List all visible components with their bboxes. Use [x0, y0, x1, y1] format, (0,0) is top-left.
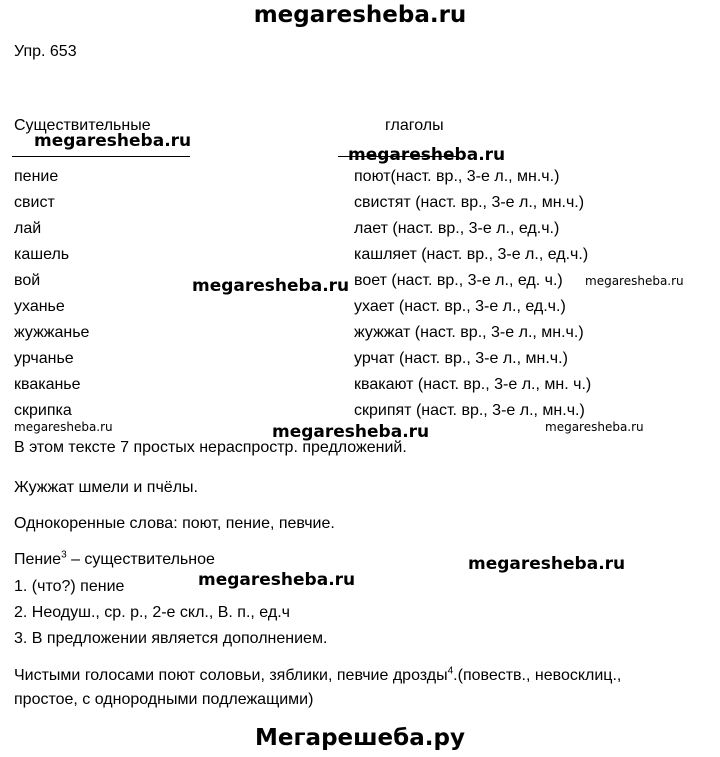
- list-item: жужжанье: [14, 324, 90, 341]
- buzz-sentence: Жужжат шмели и пчёлы.: [14, 479, 198, 496]
- analysis-step-3: 3. В предложении является дополнением.: [14, 630, 328, 647]
- exercise-title: Упр. 653: [14, 43, 77, 60]
- list-item: воет (наст. вр., 3-е л., ед. ч.): [354, 272, 563, 289]
- analysis-word: Пение: [14, 551, 62, 568]
- final-sentence: Чистыми голосами поют соловьи, зяблики, певчие дрозды: [14, 667, 448, 684]
- noun-list: [14, 167, 89, 427]
- final-sentence-line-1: [14, 666, 621, 686]
- list-item: кашляет (наст. вр., 3-е л., ед.ч.): [354, 246, 589, 263]
- analysis-step-1: 1. (что?) пение: [14, 578, 125, 595]
- analysis-step-2: 2. Неодуш., ср. р., 2-е скл., В. п., ед.ч: [14, 604, 290, 621]
- simple-sentences-note: В этом тексте 7 простых нераспростр. предложений.: [14, 439, 407, 456]
- list-item: скрипят (наст. вр., 3-е л., мн.ч.): [354, 402, 585, 419]
- list-item: урчат (наст. вр., 3-е л., мн.ч.): [354, 350, 568, 367]
- list-item: свист: [14, 194, 55, 211]
- list-item: уханье: [14, 298, 65, 315]
- watermark-small: megaresheba.ru: [585, 274, 684, 288]
- list-item: кваканье: [14, 376, 81, 393]
- list-item: пение: [14, 168, 59, 185]
- analysis-title: [14, 550, 215, 570]
- verbs-column-header: глаголы: [385, 117, 444, 134]
- watermark: megaresheba.ru: [272, 422, 430, 442]
- footnote-marker: 3: [61, 549, 67, 561]
- watermark: megaresheba.ru: [198, 570, 356, 590]
- watermark: megaresheba.ru: [348, 145, 506, 165]
- watermark: megaresheba.ru: [468, 554, 626, 574]
- footnote-marker: 4: [447, 665, 454, 677]
- site-footer: Мегарешеба.ру: [255, 725, 465, 751]
- list-item: кашель: [14, 246, 70, 263]
- list-item: свистят (наст. вр., 3-е л., мн.ч.): [354, 194, 585, 211]
- list-item: урчанье: [14, 350, 74, 367]
- nouns-column-header: Существительные: [14, 117, 151, 134]
- watermark: megaresheba.ru: [34, 131, 192, 151]
- watermark-small: megaresheba.ru: [14, 420, 113, 434]
- watermark: megaresheba.ru: [192, 276, 350, 296]
- cognates-line: Однокоренные слова: поют, пение, певчие.: [14, 515, 335, 532]
- sentence-characteristics: .(повеств., невосклиц.,: [453, 667, 622, 684]
- verb-list: [354, 167, 591, 427]
- list-item: квакают (наст. вр., 3-е л., мн. ч.): [354, 376, 592, 393]
- nouns-header-underline: [12, 156, 190, 157]
- analysis-part-of-speech: – существительное: [66, 551, 215, 568]
- list-item: лает (наст. вр., 3-е л., ед.ч.): [354, 220, 560, 237]
- list-item: вой: [14, 272, 41, 289]
- watermark-small: megaresheba.ru: [545, 420, 644, 434]
- final-sentence-line-2: простое, с однородными подлежащими): [14, 691, 314, 708]
- list-item: скрипка: [14, 402, 72, 419]
- site-header: megaresheba.ru: [253, 2, 467, 28]
- list-item: лай: [14, 220, 42, 237]
- list-item: поют(наст. вр., 3-е л., мн.ч.): [354, 168, 560, 185]
- list-item: жужжат (наст. вр., 3-е л., мн.ч.): [354, 324, 584, 341]
- list-item: ухает (наст. вр., 3-е л., ед.ч.): [354, 298, 566, 315]
